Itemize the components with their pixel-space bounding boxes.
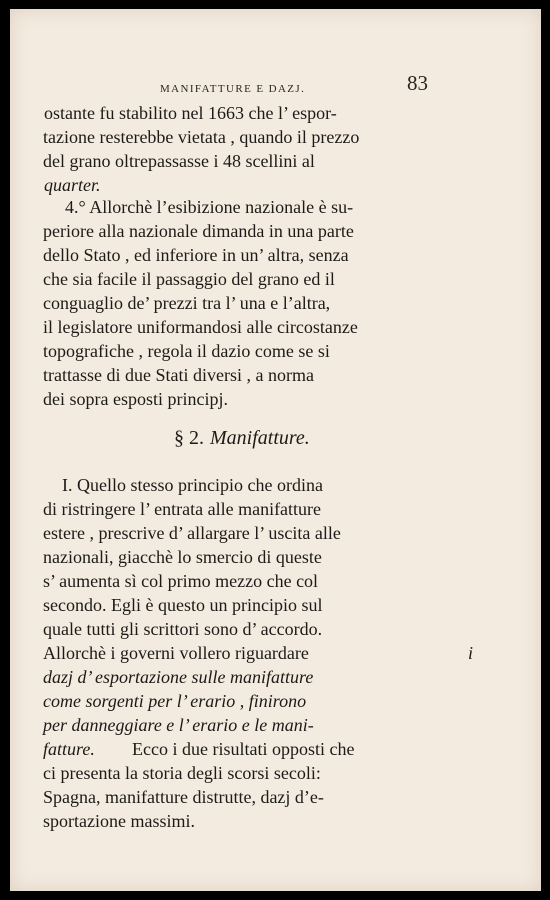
text-line-content: secondo. Egli è questo un principio sul <box>43 595 323 615</box>
text-line-content: I. Quello stesso principio che ordina <box>62 475 323 495</box>
text-line <box>10 125 541 149</box>
text-line-content: che sia facile il passaggio del grano ed il <box>43 269 335 289</box>
text-line-content: del grano oltrepassasse i 48 scellini al <box>43 151 315 171</box>
text-line <box>10 689 541 713</box>
text-line <box>10 267 541 291</box>
text-line <box>10 737 541 761</box>
text-line <box>10 219 541 243</box>
section-number: § 2. <box>174 427 204 449</box>
text-line-content: il legislatore uniformandosi alle circostanze <box>43 317 358 337</box>
text-line <box>10 545 541 569</box>
text-line <box>10 363 541 387</box>
text-line-content: conguaglio de’ prezzi tra l’ una e l’altra, <box>43 293 331 313</box>
text-line <box>10 101 541 125</box>
text-line <box>10 243 541 267</box>
book-page <box>10 9 541 891</box>
text-line-content: topografiche , regola il dazio come se si <box>43 341 330 361</box>
text-line-content: dazj d’ esportazione sulle manifatture <box>43 667 314 687</box>
text-line-content: dello Stato , ed inferiore in un’ altra, senza <box>43 245 349 265</box>
text-line <box>10 149 541 173</box>
text-line <box>10 473 541 497</box>
text-line <box>10 713 541 737</box>
text-line-content-italic: i <box>468 643 474 663</box>
text-line <box>10 665 541 689</box>
text-line <box>10 387 541 411</box>
text-line <box>10 785 541 809</box>
text-line <box>10 593 541 617</box>
text-line-content: ci presenta la storia degli scorsi secoli: <box>43 763 321 783</box>
text-line <box>10 641 541 665</box>
running-title: MANIFATTURE E DAZJ. <box>160 83 306 95</box>
text-line-content: Ecco i due risultati opposti che <box>132 739 355 759</box>
text-line <box>10 521 541 545</box>
text-line-content: nazionali, giacchè lo smercio di queste <box>43 547 322 567</box>
section-title: Manifatture. <box>210 427 310 449</box>
text-line <box>10 497 541 521</box>
text-line-content: quale tutti gli scrittori sono d’ accordo. <box>43 619 323 639</box>
text-line-content: dei sopra esposti principj. <box>43 389 228 409</box>
text-line-content: quarter. <box>44 175 101 195</box>
text-line-content: Allorchè i governi vollero riguardare <box>43 643 309 663</box>
text-line <box>10 195 541 219</box>
text-line <box>10 173 541 197</box>
text-line-content: ostante fu stabilito nel 1663 che l’ espor- <box>44 103 337 123</box>
section-heading <box>10 427 541 455</box>
text-line-content: s’ aumenta sì col primo mezzo che col <box>43 571 319 591</box>
text-line-content: tazione resterebbe vietata , quando il prezzo <box>43 127 360 147</box>
page-header <box>10 71 541 97</box>
text-line-content: estere , prescrive d’ allargare l’ uscita alle <box>43 523 341 543</box>
text-line <box>10 291 541 315</box>
text-line-content: trattasse di due Stati diversi , a norma <box>43 365 314 385</box>
page-number: 83 <box>407 71 428 95</box>
text-line <box>10 569 541 593</box>
text-line-content: per danneggiare e l’ erario e le mani- <box>43 715 314 735</box>
text-line-content: periore alla nazionale dimanda in una parte <box>43 221 354 241</box>
text-line <box>10 617 541 641</box>
text-line <box>10 761 541 785</box>
text-line-content: di ristringere l’ entrata alle manifatture <box>43 499 322 519</box>
text-line <box>10 339 541 363</box>
text-line-content: 4.° Allorchè l’esibizione nazionale è su- <box>65 197 354 217</box>
text-line-content: Spagna, manifatture distrutte, dazj d’e- <box>43 787 324 807</box>
text-line <box>10 315 541 339</box>
text-line-content-italic: fatture. <box>43 739 95 759</box>
text-line <box>10 809 541 833</box>
text-line-content: come sorgenti per l’ erario , finirono <box>43 691 307 711</box>
text-line-content: sportazione massimi. <box>43 811 195 831</box>
